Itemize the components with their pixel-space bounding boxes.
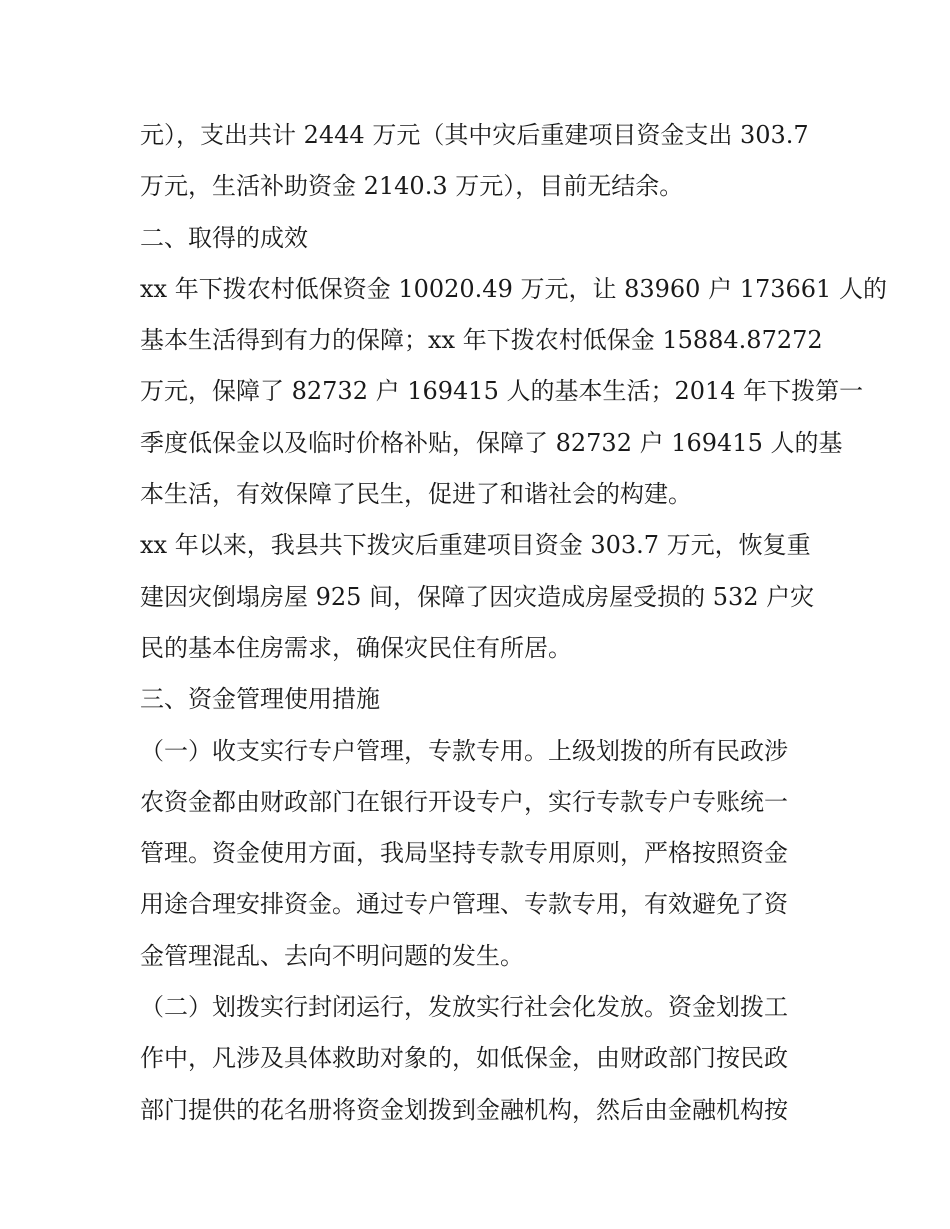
text-line: （二）划拨实行封闭运行，发放实行社会化发放。资金划拨工 [140,993,788,1022]
text-line: 季度低保金以及临时价格补贴，保障了 82732 户 169415 人的基 [140,428,843,457]
text-line: 金管理混乱、去向不明问题的发生。 [140,941,524,970]
text-line: 管理。资金使用方面，我局坚持专款专用原则，严格按照资金 [140,839,788,868]
text-line: 农资金都由财政部门在银行开设专户，实行专款专户专账统一 [140,787,788,816]
text-line: （一）收支实行专户管理，专款专用。上级划拨的所有民政涉 [140,736,788,765]
text-line: 万元，生活补助资金 2140.3 万元），目前无结余。 [140,172,684,201]
text-line: 万元，保障了 82732 户 169415 人的基本生活；2014 年下拨第一 [140,377,864,406]
section-heading: 二、取得的成效 [140,223,308,252]
text-line: 部门提供的花名册将资金划拨到金融机构，然后由金融机构按 [140,1095,788,1124]
section-heading: 三、资金管理使用措施 [140,685,380,714]
text-line: 民的基本住房需求，确保灾民住有所居。 [140,633,572,662]
text-line: 本生活，有效保障了民生，促进了和谐社会的构建。 [140,480,692,509]
text-line: 基本生活得到有力的保障；xx 年下拨农村低保金 15884.87272 [140,326,823,355]
text-line: 元），支出共计 2444 万元（其中灾后重建项目资金支出 303.7 [140,121,809,149]
text-line: xx 年以来，我县共下拨灾后重建项目资金 303.7 万元，恢复重 [140,531,811,560]
document-body [140,110,887,1136]
text-line: 建因灾倒塌房屋 925 间，保障了因灾造成房屋受损的 532 户灾 [140,582,815,611]
text-line: 作中，凡涉及具体救助对象的，如低保金，由财政部门按民政 [140,1044,788,1073]
text-line: xx 年下拨农村低保资金 10020.49 万元，让 83960 户 173661 人的 [140,274,887,303]
text-line: 用途合理安排资金。通过专户管理、专款专用，有效避免了资 [140,890,788,919]
